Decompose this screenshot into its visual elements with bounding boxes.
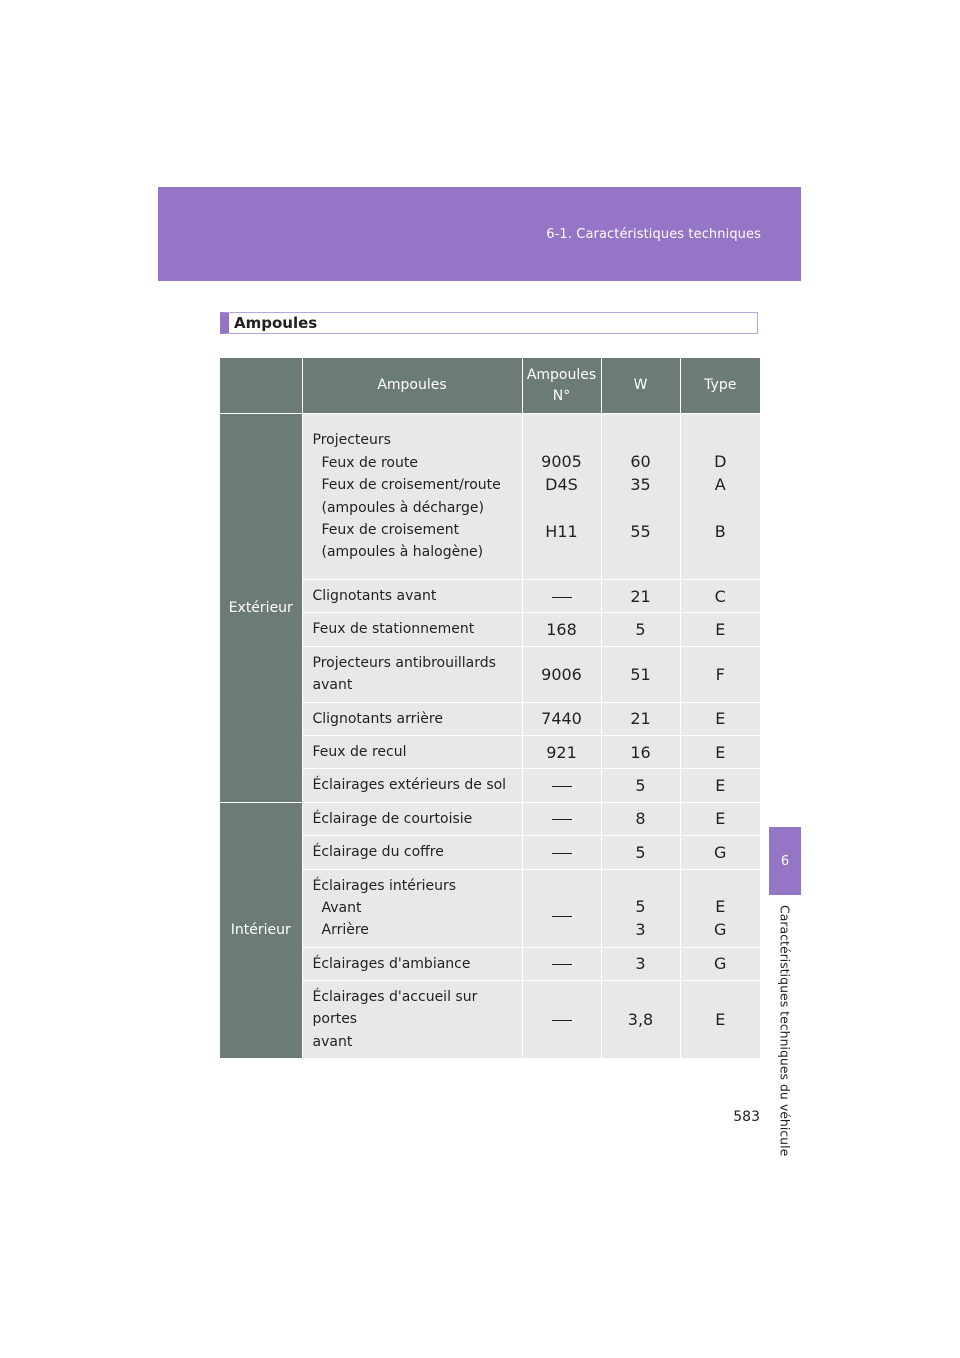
row-num-dash [522,981,601,1059]
dash-icon [552,786,572,787]
page-number: 583 [733,1109,760,1125]
row-type: E [680,802,760,835]
row-type: G [680,947,760,980]
row-type: C [680,580,760,613]
table-row [220,802,760,835]
header-numero: Ampoules N° [522,358,601,414]
row-w: 16 [601,735,680,768]
row-name: Clignotants arrière [302,702,522,735]
row-type: E [680,702,760,735]
header-w: W [601,358,680,414]
header-empty [220,358,302,414]
row-num-dash [522,947,601,980]
row-w: 21 [601,580,680,613]
row-type: E [680,613,760,646]
chapter-title: Caractéristiques techniques du véhicule [777,905,793,1157]
row-num-dash [522,836,601,869]
row-w: 3 [601,947,680,980]
bulbs-table [220,358,760,1059]
table-row [220,414,760,580]
row-type: E [680,769,760,802]
row-w: 21 [601,702,680,735]
group-exterieur: Extérieur [220,414,302,803]
chapter-tab [769,827,801,895]
row-type: E [680,981,760,1059]
header-ampoules: Ampoules [302,358,522,414]
chapter-side-label [770,905,800,1157]
row-num: 921 [522,735,601,768]
row-name: Éclairage du coffre [302,836,522,869]
row-name: Éclairages d'accueil sur portes avant [302,981,522,1059]
row-type: E [680,735,760,768]
row-num-dash [522,580,601,613]
dash-icon [552,819,572,820]
row-w-projecteurs: 60 35 55 [601,414,680,580]
dash-icon [552,1020,572,1021]
dash-icon [552,853,572,854]
row-name: Éclairages d'ambiance [302,947,522,980]
section-title-text: Ampoules [234,314,318,332]
row-name: Feux de stationnement [302,613,522,646]
dash-icon [552,964,572,965]
row-w: 5 [601,836,680,869]
row-type: F [680,646,760,702]
dash-icon [552,916,572,917]
row-name: Clignotants avant [302,580,522,613]
group-interieur: Intérieur [220,802,302,1059]
header-band [158,187,801,281]
header-type: Type [680,358,760,414]
chapter-number: 6 [780,853,790,869]
table-header-row [220,358,760,414]
row-name: Éclairage de courtoisie [302,802,522,835]
row-type-projecteurs: D A B [680,414,760,580]
row-num-projecteurs: 9005 D4S H11 [522,414,601,580]
row-num-dash [522,869,601,947]
row-w: 3,8 [601,981,680,1059]
section-title [220,312,758,334]
row-name: Feux de recul [302,735,522,768]
row-type: E G [680,869,760,947]
row-name: Projecteurs antibrouillards avant [302,646,522,702]
row-num: 9006 [522,646,601,702]
section-header-title: 6-1. Caractéristiques techniques [546,227,761,242]
row-name: Éclairages intérieurs Avant Arrière [302,869,522,947]
dash-icon [552,597,572,598]
row-num-dash [522,802,601,835]
row-w: 5 3 [601,869,680,947]
row-type: G [680,836,760,869]
row-w: 5 [601,769,680,802]
row-w: 51 [601,646,680,702]
row-num-dash [522,769,601,802]
row-w: 8 [601,802,680,835]
row-name: Éclairages extérieurs de sol [302,769,522,802]
row-num: 7440 [522,702,601,735]
row-w: 5 [601,613,680,646]
row-name-projecteurs: Projecteurs Feux de route Feux de croisement/route (ampoules à décharge) Feux de croisement (ampoules à halogène) [302,414,522,580]
row-num: 168 [522,613,601,646]
